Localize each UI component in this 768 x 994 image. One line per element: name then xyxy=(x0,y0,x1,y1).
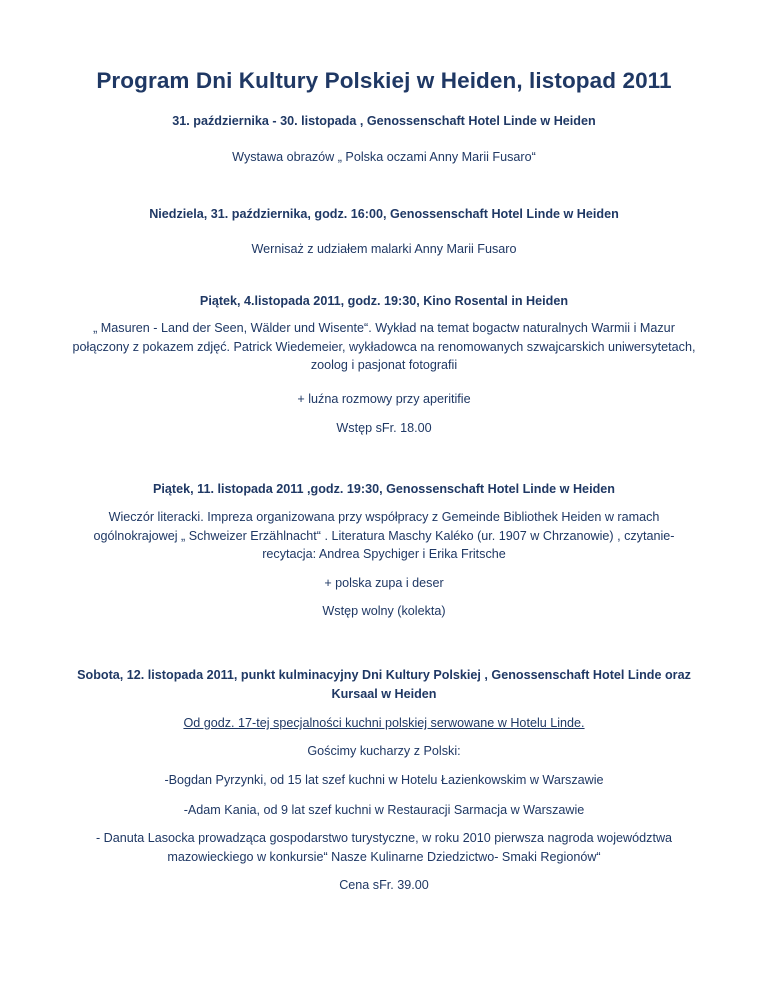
guest-item: -Bogdan Pyrzynki, od 15 lat szef kuchni w Hotelu Łazienkowskim w Warszawie xyxy=(164,773,604,787)
guest-item: -Adam Kania, od 9 lat szef kuchni w Restauracji Sarmacja w Warszawie xyxy=(183,803,585,817)
event-price: Cena sFr. 39.00 xyxy=(339,878,429,892)
event-price: Wstęp wolny (kolekta) xyxy=(322,604,446,618)
guests-intro: Gościmy kucharzy z Polski: xyxy=(307,744,461,758)
event-extra: + polska zupa i deser xyxy=(324,576,444,590)
page-title: Program Dni Kultury Polskiej w Heiden, listopad 2011 xyxy=(96,68,672,93)
event-description: „ Masuren - Land der Seen, Wälder und Wisente“. Wykład na temat bogactw naturalnych Warmii i Mazur połączony z pokazem zdjęć. Patrick Wiedemeier, wykładowca na renomowanych szwajcarskich uniwersytetach, zoolog i pasjonat fotografii xyxy=(72,321,696,372)
event-heading: Piątek, 11. listopada 2011 ,godz. 19:30, Genossenschaft Hotel Linde w Heiden xyxy=(153,482,615,496)
event-price: Wstęp sFr. 18.00 xyxy=(336,421,432,435)
guest-item: - Danuta Lasocka prowadząca gospodarstwo turystyczne, w roku 2010 pierwsza nagroda województwa mazowieckiego w konkursie“ Nasze Kulinarne Dziedzictwo- Smaki Regionów“ xyxy=(95,831,673,864)
event-heading: Niedziela, 31. października, godz. 16:00, Genossenschaft Hotel Linde w Heiden xyxy=(149,207,619,221)
event-heading: Piątek, 4.listopada 2011, godz. 19:30, Kino Rosental in Heiden xyxy=(199,294,569,308)
event-underlined-note: Od godz. 17-tej specjalności kuchni polskiej serwowane w Hotelu Linde. xyxy=(183,716,585,730)
event-heading: Sobota, 12. listopada 2011, punkt kulminacyjny Dni Kultury Polskiej , Genossenschaft Hotel Linde oraz Kursaal w Heiden xyxy=(77,668,691,701)
event-heading: 31. października - 30. listopada , Genossenschaft Hotel Linde w Heiden xyxy=(172,114,596,128)
event-line: Wystawa obrazów „ Polska oczami Anny Marii Fusaro“ xyxy=(232,150,536,164)
event-description: Wieczór literacki. Impreza organizowana przy współpracy z Gemeinde Bibliothek Heiden w ramach ogólnokrajowej „ Schweizer Erzählnacht“ . Literatura Maschy Kaléko (ur. 1907 w Chrzanowie) , czytanie- recytacja: Andrea Spychiger i Erika Fritsche xyxy=(93,510,675,561)
event-line: Wernisaż z udziałem malarki Anny Marii Fusaro xyxy=(251,242,517,256)
event-extra: + luźna rozmowy przy aperitifie xyxy=(297,392,471,406)
